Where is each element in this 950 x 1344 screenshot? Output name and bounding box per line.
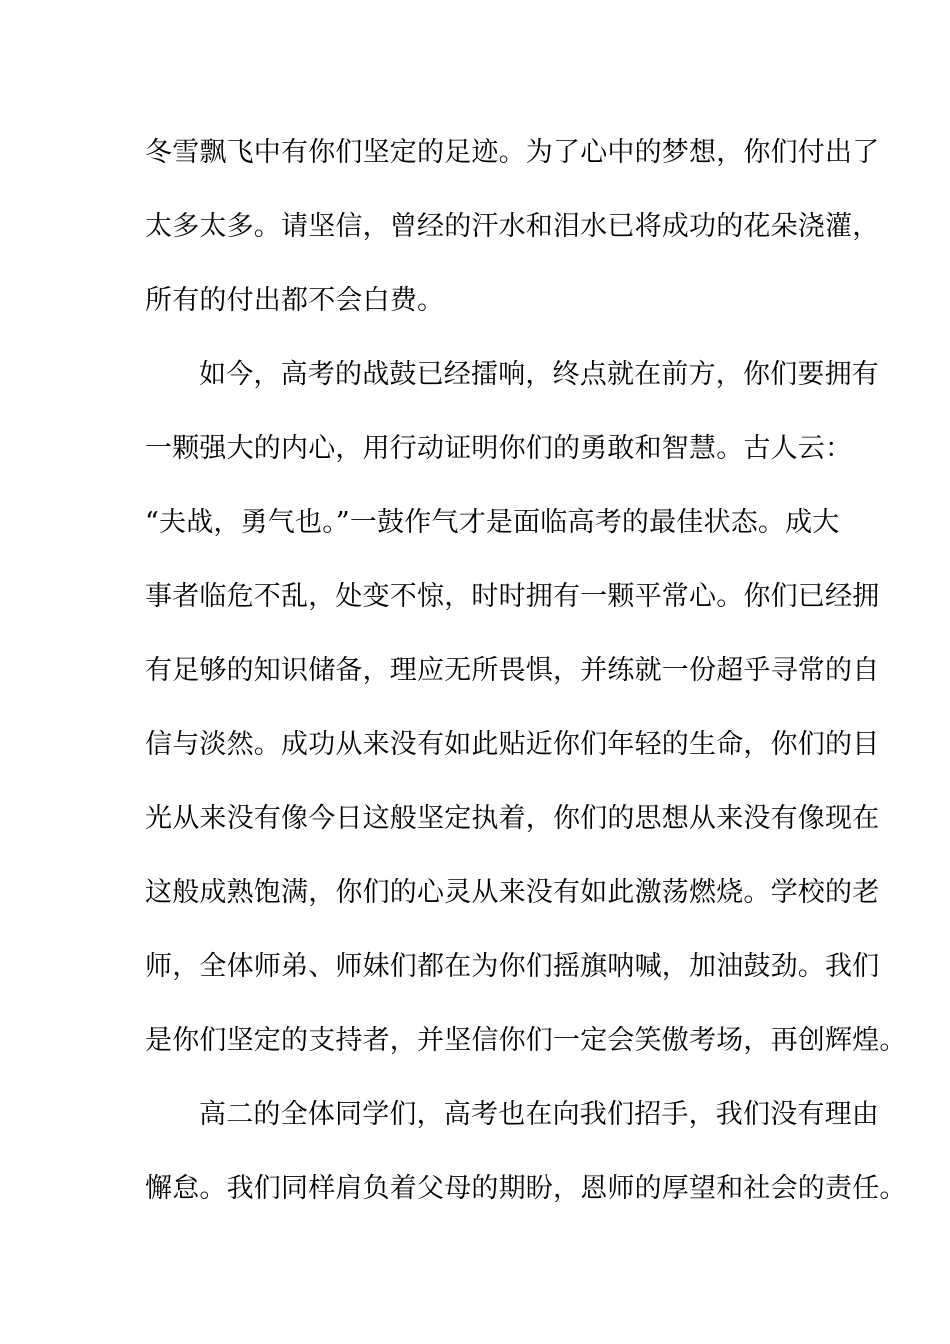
document-body [145,124,907,1234]
text-line: 所有的付出都不会白费。 [145,285,445,316]
text-line: 是你们坚定的支持者，并坚信你们一定会笑傲考场，再创辉煌。 [145,1025,907,1056]
paragraph-first-line: 如今，高考的战鼓已经擂响，终点就在前方，你们要拥有 [199,359,879,390]
text-line: 师，全体师弟、师妹们都在为你们摇旗呐喊，加油鼓劲。我们 [145,951,880,982]
text-line: “夫战，勇气也。”一鼓作气才是面临高考的最佳状态。成大 [145,507,840,538]
paragraph-first-line: 高二的全体同学们，高考也在向我们招手，我们没有理由 [199,1099,879,1130]
text-line: 懈怠。我们同样肩负着父母的期盼，恩师的厚望和社会的责任。 [145,1173,907,1204]
text-line: 一颗强大的内心，用行动证明你们的勇敢和智慧。古人云： [145,433,853,464]
text-line: 信与淡然。成功从来没有如此贴近你们年轻的生命，你们的目 [145,729,880,760]
text-line: 有足够的知识储备，理应无所畏惧，并练就一份超乎寻常的自 [145,655,880,686]
text-line: 事者临危不乱，处变不惊，时时拥有一颗平常心。你们已经拥 [145,581,880,612]
text-line: 光从来没有像今日这般坚定执着，你们的思想从来没有像现在 [145,803,880,834]
text-line: 太多太多。请坚信，曾经的汗水和泪水已将成功的花朵浇灌， [145,211,880,242]
text-line: 冬雪飘飞中有你们坚定的足迹。为了心中的梦想，你们付出了 [145,137,880,168]
text-line: 这般成熟饱满，你们的心灵从来没有如此激荡燃烧。学校的老 [145,877,880,908]
